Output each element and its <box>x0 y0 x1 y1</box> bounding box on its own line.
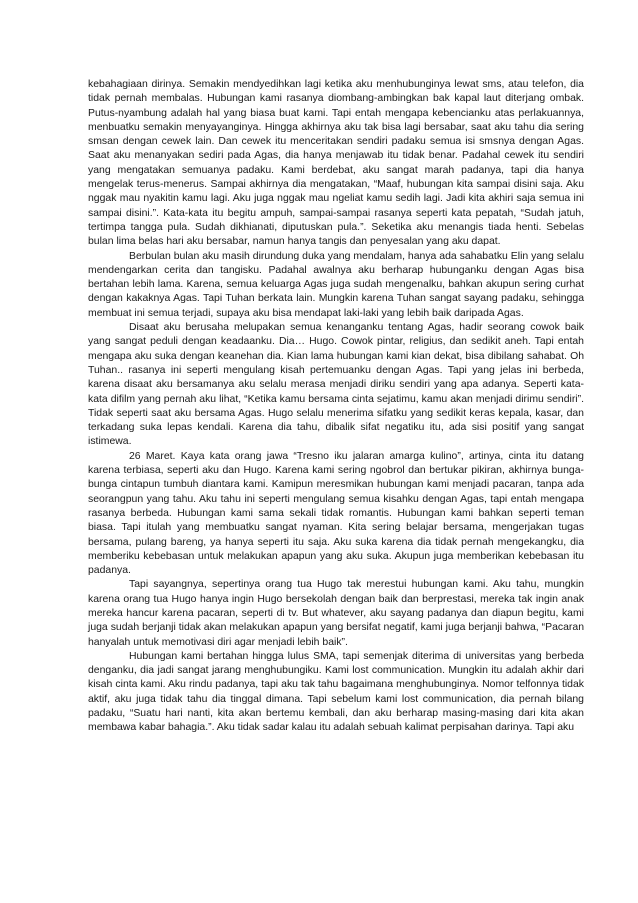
paragraph-3: Disaat aku berusaha melupakan semua kenanganku tentang Agas, hadir seorang cowok baik yang sangat peduli dengan keadaanku. Dia… Hugo. Cowok pintar, religius, dan sedikit aneh. Tapi entah mengapa aku suka dengan keanehan dia. Kian lama hubungan kami kian dekat, bisa dibilang sahabat. Oh Tuhan.. rasanya ini seperti mengulang kisah pertemuanku dengan Agas. Tapi yang jelas ini berbeda, karena disaat aku bersamanya aku selalu merasa menjadi diriku sendiri yang apa adanya. Seperti kata-kata difilm yang pernah aku lihat, “Ketika kamu bersama cinta sejatimu, kamu akan menjadi dirimu sendiri”. Tidak seperti saat aku bersama Agas. Hugo selalu menerima sifatku yang sedikit keras kepala, kasar, dan terkadang suka lepas kendali. Karena dia tahu, dibalik sifat negatiku itu, ada sisi positif yang sangat istimewa. <box>88 322 584 448</box>
paragraph-2: Berbulan bulan aku masih dirundung duka yang mendalam, hanya ada sahabatku Elin yang selalu mendengarkan cerita dan tangisku. Padahal awalnya aku berharap hubunganku dengan Agas bisa bertahan lebih lama. Karena, semua keluarga Agas juga sudah mengenalku, bahkan akupun sering curhat dengan kakaknya Agas. Tapi Tuhan berkata lain. Mungkin karena Tuhan sangat sayang padaku, sehingga membuat ini semua terjadi, supaya aku bisa mendapat laki-laki yang lebih baik daripada Agas. <box>88 250 584 319</box>
paragraph-1: kebahagiaan dirinya. Semakin mendyedihkan lagi ketika aku menhubunginya lewat sms, atau telefon, dia tidak pernah membalas. Hubungan kami rasanya diombang-ambingkan bak kapal laut diterjang ombak. Putus-nyambung adalah hal yang biasa buat kami. Tapi entah mengapa kebencianku atas perlakuannya, menbuatku semakin menyayanginya. Hingga akhirnya aku tak bisa lagi bersabar, saat aku tahu dia sering smsan dengan cewek lain. Dan cewek itu menceritakan sendiri padaku semua isi smsnya dengan Agas. Saat aku menanyakan sediri pada Agas, dia hanya menjawab itu tidak benar. Padahal cewek itu sendiri yang mengatakan semuanya padaku. Kami berdebat, aku sangat marah padanya, tapi dia hanya mengelak terus-menerus. Sampai akhirnya dia mengatakan, “Maaf, hubungan kita sampai disini saja. Aku nggak mau nyakitin kamu lagi. Aku juga nggak mau ngeliat kamu sedih lagi. Jadi kita akhiri saja semua ini sampai disini.”. Kata-kata itu begitu ampuh, sampai-sampai rasanya seperti kata pepatah, “Sudah jatuh, tertimpa tangga pula. Sudah dikhianati, diputuskan pula.”. Seketika aku menangis tiada henti. Sebelas bulan lima belas hari aku bersabar, namun hanya tangis dan penyesalan yang aku dapat. <box>88 79 584 248</box>
paragraph-5: Tapi sayangnya, sepertinya orang tua Hugo tak merestui hubungan kami. Aku tahu, mungkin karena orang tua Hugo hanya ingin Hugo bersekolah dengan baik dan berprestasi, mereka tak ingin anak mereka hancur karena pacaran, seperti di tv. But whatever, aku sayang padanya dan diapun begitu, kami juga sudah berjanji tidak akan melakukan apapun yang bersifat negatif, kami juga berjanji bahwa, “Pacaran hanyalah untuk memotivasi diri agar menjadi lebih baik”. <box>88 579 584 648</box>
paragraph-4: 26 Maret. Kaya kata orang jawa “Tresno iku jalaran amarga kulino”, artinya, cinta itu datang karena terbiasa, seperti aku dan Hugo. Karena kami sering ngobrol dan bertukar pikiran, akhirnya bunga-bunga cintapun tumbuh diantara kami. Kamipun meresmikan hubungan kami menjadi pacaran, tanpa ada seorangpun yang tahu. Aku tahu ini seperti mengulang semua kisahku dengan Agas, tapi entah mengapa rasanya berbeda. Hubungan kami sama sekali tidak romantis. Hubungan kami bahkan seperti teman biasa. Tapi itulah yang membuatku sangat nyaman. Kita sering belajar bersama, mengerjakan tugas bersama, pulang bareng, ya hanya seperti itu saja. Aku suka karena dia tidak pernah mengekangku, dia memberiku kebebasan untuk melakukan apapun yang aku suka. Akupun juga memberikan kebebasan itu padanya. <box>88 450 584 577</box>
document-page <box>88 78 584 736</box>
paragraph-6: Hubungan kami bertahan hingga lulus SMA, tapi semenjak diterima di universitas yang berbeda denganku, dia jadi sangat jarang menghubungiku. Kami lost communication. Mungkin itu adalah akhir dari kisah cinta kami. Aku rindu padanya, tapi aku tak tahu bagaimana menghubunginya. Nomor telfonnya tidak aktif, aku juga tidak tahu dia tinggal dimana. Tapi sebelum kami lost communication, dia pernah bilang padaku, “Suatu hari nanti, kita akan bertemu kembali, dan aku berharap masing-masing dari kita akan membawa kabar bahagia.”. Aku tidak sadar kalau itu adalah sebuah kalimat perpisahan darinya. Tapi aku <box>88 650 584 734</box>
